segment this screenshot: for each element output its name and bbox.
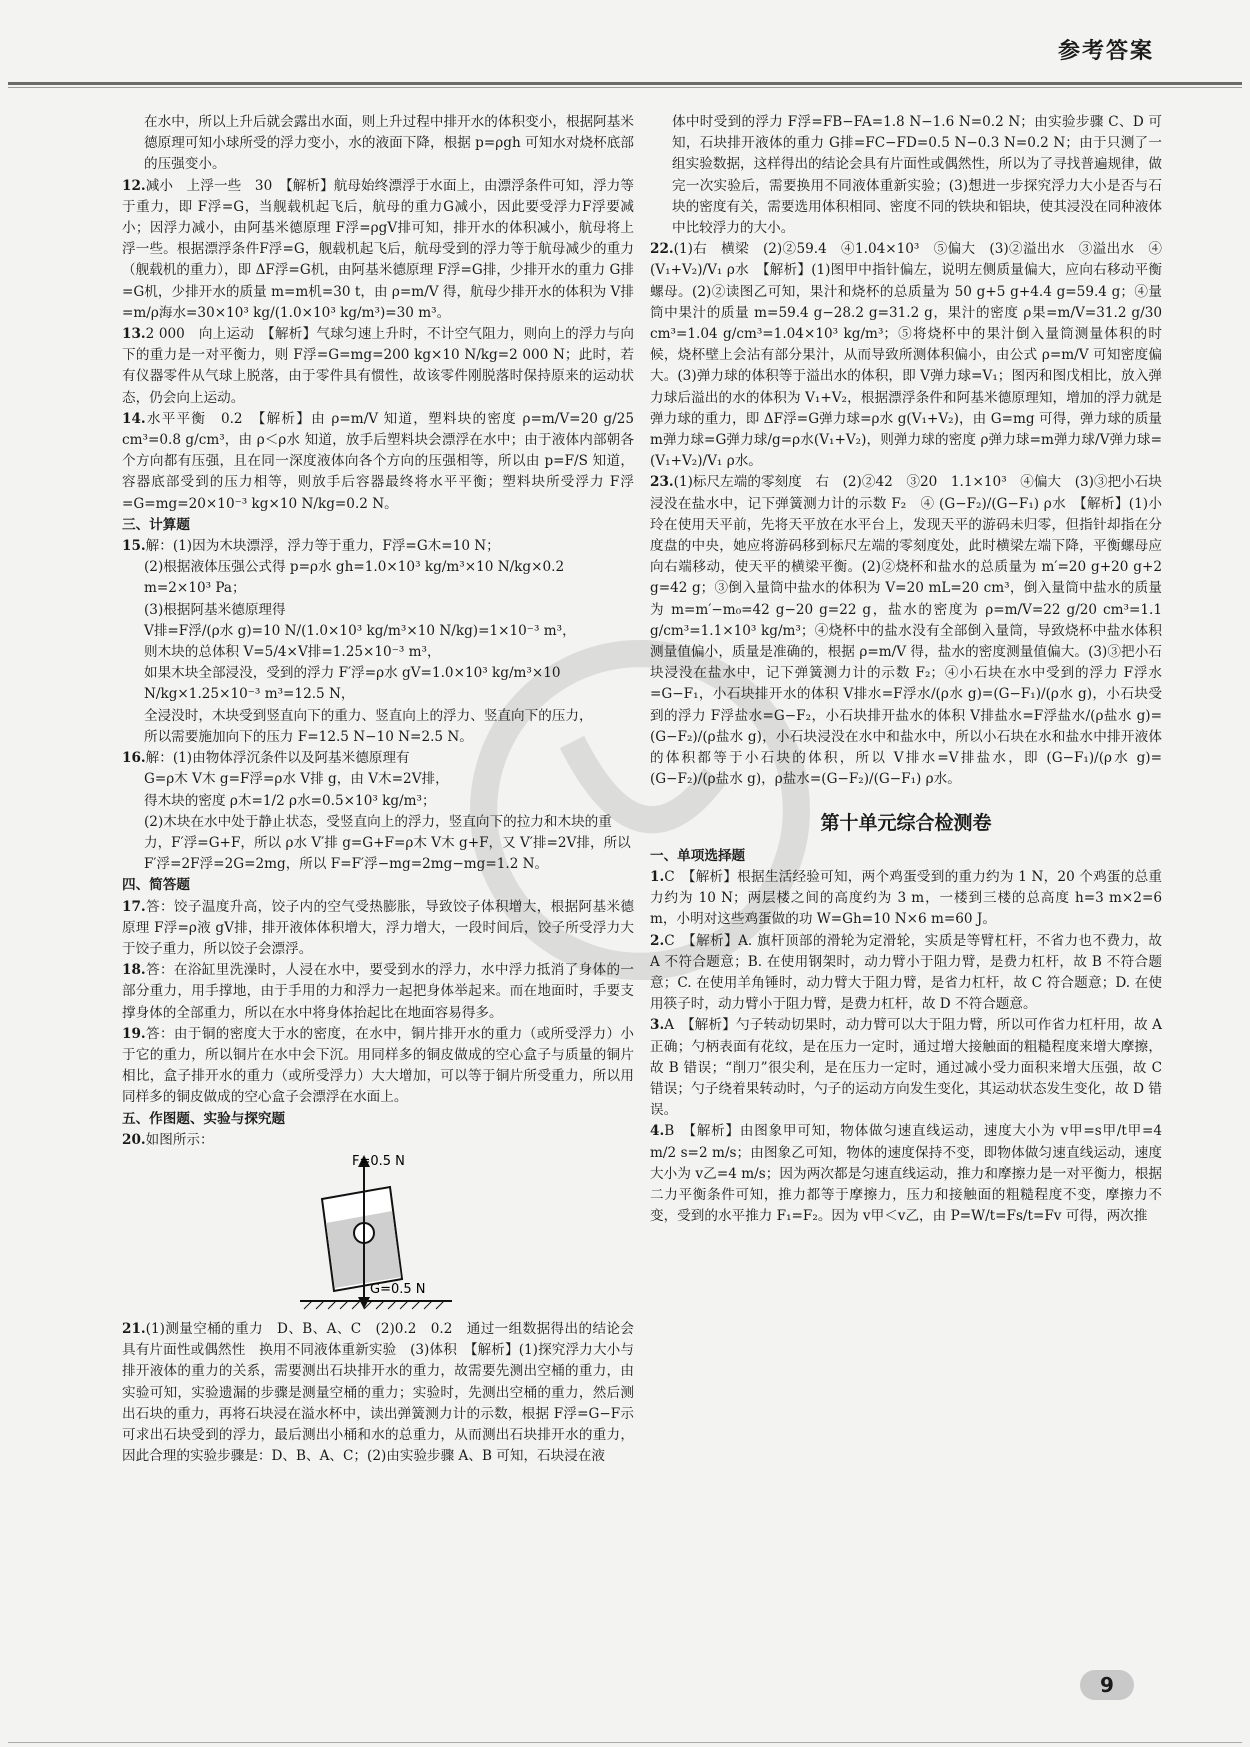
answer-15: 15.解：(1)因为木块漂浮，浮力等于重力，F浮=G木=10 N； (2)根据液体压强公式得 p=ρ水 gh=1.0×10³ kg/m³×10 N/kg×0.2 m=2×10³ Pa； (3)根据阿基米德原理得 V排=F浮/(ρ水 g)=10 N/(1.0×10³ kg/m³×10 N/kg)=1×10⁻³ m³， 则木块的总体积 V=5/4×V排=1.25×10⁻³ m³， 如果木块全部浸没，受到的浮力 F′浮=ρ水 gV=1.0×10³ kg/m³×10 N/kg×1.25×10⁻³ m³=12.5 N， 全浸没时，木块受到竖直向下的重力、竖直向上的浮力、竖直向下的压力， 所以需要施加向下的压力 F=12.5 N−10 N=2.5 N。 [122,538,593,745]
header-title: 参考答案 [1057,39,1154,64]
q21-continuation: 体中时受到的浮力 F浮=FB−FA=1.8 N−1.6 N=0.2 N；由实验步骤 C、D 可知，石块排开液体的重力 G排=FC−FD=0.5 N−0.3 N=0.2 N；由于只测了一组实验数据，这样得出的结论会具有片面性或偶然性，所以为了寻找普遍规律，做完一次实验后，需要换用不同液体重新实验；(3)想进一步探究浮力大小是否与石块的密度有关，需要选用体积相同、密度不同的铁块和铝块，使其浸没在同种液体中比较浮力的大小。 [672,114,1162,237]
ground-hatching [304,1301,444,1309]
page-header [0,0,1250,92]
answer-17: 17.答：饺子温度升高，饺子内的空气受热膨胀，导致饺子体积增大，根据阿基米德原理 F浮=ρ液 gV排，排开液体体积增大，浮力增大，一段时间后，饺子所受浮力大于饺子重力，所以饺子会漂浮。 [122,898,634,957]
answer-16: 16.解：(1)由物体浮沉条件以及阿基米德原理有 G=ρ木 V木 g=F浮=ρ水 V排 g，由 V木=2V排， 得木块的密度 ρ木=1/2 ρ水=0.5×10³ kg/m³； (2)木块在水中处于静止状态，受竖直向上的浮力，竖直向下的拉力和木块的重力，F′浮=G+F，所以 ρ水 V′排 g=G+F=ρ木 V木 g+F，又 V′排=2V排，所以 F′浮=2F浮=2G=2mg，所以 F=F′浮−mg=2mg−mg=1.2 N。 [122,750,631,873]
answer-14: 14.水平平衡 0.2 【解析】由 ρ=m/V 知道，塑料块的密度 ρ=m/V=20 g/25 cm³=0.8 g/cm³，由 ρ＜ρ水 知道，放手后塑料块会漂浮在水中；由于液体内部朝各个方向都有压强，且在同一深度液体向各个方向的压强相等，所以由 p=F/S 知道，容器底部受到的压力相等，则放手后容器最终将水平平衡；塑料块所受浮力 F浮=G=mg=20×10⁻³ kg×10 N/kg=0.2 N。 [122,410,634,512]
left-column [122,112,634,1467]
section-heading-drawing-experiment: 五、作图题、实验与探究题 [122,1110,286,1127]
answer-18: 18.答：在浴缸里洗澡时，人浸在水中，要受到水的浮力，水中浮力抵消了身体的一部分重力，用手撑地，由于手用的力和浮力一起把身体举起来。而在地面时，手要支撑身体的全部重力，所以在水中将身体抬起比在地面容易得多。 [122,962,634,1021]
force-diagram-svg [122,1151,634,1319]
answer-20: 20.如图所示： [122,1131,214,1148]
answer-22: 22.(1)右 横梁 (2)②59.4 ④1.04×10³ ⑤偏大 (3)②溢出水 ③溢出水 ④ (V₁+V₂)/V₁ ρ水 【解析】(1)图甲中指针偏左，说明左侧质量偏大，应向右移动平衡螺母。(2)②读图乙可知，果汁和烧杯的总质量为 50 g+5 g+4.4 g=59.4 g；④量筒中果汁的质量 m=59.4 g−28.2 g=31.2 g，果汁的密度 ρ果=m/V=31.2 g/30 cm³=1.04 g/cm³=1.04×10³ kg/m³；⑤将烧杯中的果汁倒入量筒测量体积的时候，烧杯壁上会沾有部分果汁，从而导致所测体积偏小，由公式 ρ=m/V 可知密度偏大。(3)弹力球的体积等于溢出水的体积，即 V弹力球=V₁；图丙和图戊相比，放入弹力球后溢出的水的体积为 V₁+V₂，根据漂浮条件和阿基米德原理知，增加的浮力就是弹力球的重力，即 ΔF浮=G弹力球=ρ水 g(V₁+V₂)，由 G=mg 可得，弹力球的质量 m弹力球=G弹力球/g=ρ水(V₁+V₂)，则弹力球的密度 ρ弹力球=m弹力球/V弹力球=(V₁+V₂)/V₁ ρ水。 [650,241,1162,470]
q11-continuation: 在水中，所以上升后就会露出水面，则上升过程中排开水的体积变小，根据阿基米德原理可知小球所受的浮力变小，水的液面下降，根据 p=ρgh 可知水对烧杯底部的压强变小。 [144,114,634,173]
answer-23: 23.(1)标尺左端的零刻度 右 (2)②42 ③20 1.1×10³ ④偏大 (3)③把小石块浸没在盐水中，记下弹簧测力计的示数 F₂ ④ (G−F₂)/(G−F₁) ρ水 【解析】(1)小玲在使用天平前，先将天平放在水平台上，发现天平的游码未归零，但指针却指在分度盘的中央，她应将游码移到标尺左端的零刻度处，此时横梁左端下降，平衡螺母应向右端移动，使天平的横梁平衡。(2)②烧杯和盐水的总质量为 m′=20 g+20 g+2 g=42 g；③倒入量筒中盐水的体积为 V=20 mL=20 cm³，倒入量筒中盐水的质量为 m=m′−m₀=42 g−20 g=22 g，盐水的密度为 ρ=m/V=22 g/20 cm³=1.1 g/cm³=1.1×10³ kg/m³；④烧杯中的盐水没有全部倒入量筒，导致烧杯中盐水体积测量值偏小，质量是准确的，根据 ρ=m/V 得，盐水的密度测量值偏大。(3)③把小石块浸没在盐水中，记下弹簧测力计的示数 F₂；④小石块在水中受到的浮力 F浮水=G−F₁，小石块排开水的体积 V排水=F浮水/(ρ水 g)=(G−F₁)/(ρ水 g)，小石块受到的浮力 F浮盐水=G−F₂，小石块排开盐水的体积 V排盐水=F浮盐水/(ρ盐水 g)=(G−F₂)/(ρ盐水 g)，小石块浸没在水中和盐水中，所以小石块在水和盐水中排开液体的体积都等于小石块的体积，所以 V排水=V排盐水，即 (G−F₁)/(ρ水 g)=(G−F₂)/(ρ盐水 g)，ρ盐水=(G−F₂)/(G−F₁) ρ水。 [650,474,1162,788]
section-heading-short-answer: 四、简答题 [122,877,190,894]
choice-answer-3: 3.A 【解析】勺子转动切果时，动力臂可以大于阻力臂，所以可作省力杠杆用，故 A 正确；勺柄表面有花纹，是在压力一定时，通过增大接触面的粗糙程度来增大摩擦，故 B 错误；“削刀”很尖利，是在压力一定时，通过减小受力面积来增大压强，故 C 错误；勺子绕着果转动时，勺子的运动方向发生变化，其运动状态发生变化，故 D 错误。 [650,1017,1162,1119]
right-column [650,112,1162,1227]
answer-13: 13.2 000 向上运动 【解析】气球匀速上升时，不计空气阻力，则向上的浮力与向下的重力是一对平衡力，则 F浮=G=mg=200 kg×10 N/kg=2 000 N；此时，若有仪器零件从气球上脱落，由于零件具有惯性，故该零件刚脱落时保持原来的运动状态，仍会向上运动。 [122,326,634,406]
page-number: 9 [1080,1670,1134,1700]
choice-answer-2: 2.C 【解析】A. 旗杆顶部的滑轮为定滑轮，实质是等臂杠杆，不省力也不费力，故 A 不符合题意；B. 在使用钢架时，动力臂小于阻力臂，是费力杠杆，故 B 不符合题意；C. 在使用羊角锤时，动力臂大于阻力臂，是省力杠杆，故 C 符合题意；D. 在使用筷子时，动力臂小于阻力臂，是费力杠杆，故 D 不符合题意。 [650,932,1162,1013]
choice-answer-4: 4.B 【解析】由图象甲可知，物体做匀速直线运动，速度大小为 v甲=s甲/t甲=4 m/2 s=2 m/s；由图象乙可知，物体的速度保持不变，即物体做匀速直线运动，速度大小为 v乙=4 m/s；因为两次都是匀速直线运动，推力和摩擦力是一对平衡力，根据二力平衡条件可知，推力都等于摩擦力，压力和接触面的粗糙程度不变，摩擦力不变，受到的水平推力 F₁=F₂。因为 v甲＜v乙，由 P=W/t=Fs/t=Fv 可得，两次推 [650,1123,1162,1225]
answer-19: 19.答：由于铜的密度大于水的密度，在水中，铜片排开水的重力（或所受浮力）小于它的重力，所以铜片在水中会下沉。用同样多的铜皮做成的空心盒子与质量的铜片相比，盒子排开水的重力（或所受浮力）大大增加，可以等于铜片所受重力，所以用同样多的铜皮做成的空心盒子会漂浮在水面上。 [122,1025,634,1106]
unit-title: 第十单元综合检测卷 [820,811,992,834]
gravity-arrowhead [358,1297,370,1309]
choice-answer-1: 1.C 【解析】根据生活经验可知，两个鸡蛋受到的重力约为 1 N，20 个鸡蛋的总重力约为 10 N；两层楼之间的高度约为 3 m，一楼到三楼的总高度 h=3 m×2=6 m，小明对这些鸡蛋做的功 W=Gh=10 N×6 m=60 J。 [650,868,1162,928]
section-heading-calc: 三、计算题 [122,516,190,533]
answer-21: 21.(1)测量空桶的重力 D、B、A、C (2)0.2 0.2 通过一组数据得出的结论会具有片面性或偶然性 换用不同液体重新实验 (3)体积 【解析】(1)探究浮力大小与排开液体的重力的关系，需要测出石块排开水的重力，故需要先测出空桶的重力，由实验可知，实验遗漏的步骤是测量空桶的重力；实验时，先测出空桶的重力，然后测出石块的重力，再将石块浸在溢水杯中，读出弹簧测力计的示数，根据 F浮=G−F示 可求出石块受到的浮力，最后测出小桶和水的总重力，从而测出石块排开水的重力，因此合理的实验步骤是：D、B、A、C；(2)由实验步骤 A、B 可知，石块浸在液 [122,1320,634,1465]
force-up-label: F=0.5 N [352,1153,405,1169]
force-down-label: G=0.5 N [370,1281,426,1297]
footer-rule [8,1742,1242,1743]
header-rule-thin [8,87,1242,88]
answer-12: 12.减小 上浮一些 30 【解析】航母始终漂浮于水面上，由漂浮条件可知，浮力等于重力，即 F浮=G，当舰载机起飞后，航母的重力G减小，因此要受浮力F浮要减小；因浮力减小，由阿基米德原理 F浮=ρgV排可知，排开水的体积减小，航母将上浮一些。根据漂浮条件F浮=G，舰载机起飞后，航母受到的浮力等于航母减少的重力（舰载机的重力），即 ΔF浮=G机，由阿基米德原理 F浮=G排，少排开水的重力 G排=G机，少排开水的质量 m=m机=30 t，由 ρ=m/V 得，航母少排开水的体积为 V排=m/ρ海水=30×10³ kg/(1.0×10³ kg/m³)=30 m³。 [122,177,634,321]
force-diagram [122,1151,634,1319]
header-rule [8,82,1242,85]
section-heading-single-choice: 一、单项选择题 [650,847,746,864]
